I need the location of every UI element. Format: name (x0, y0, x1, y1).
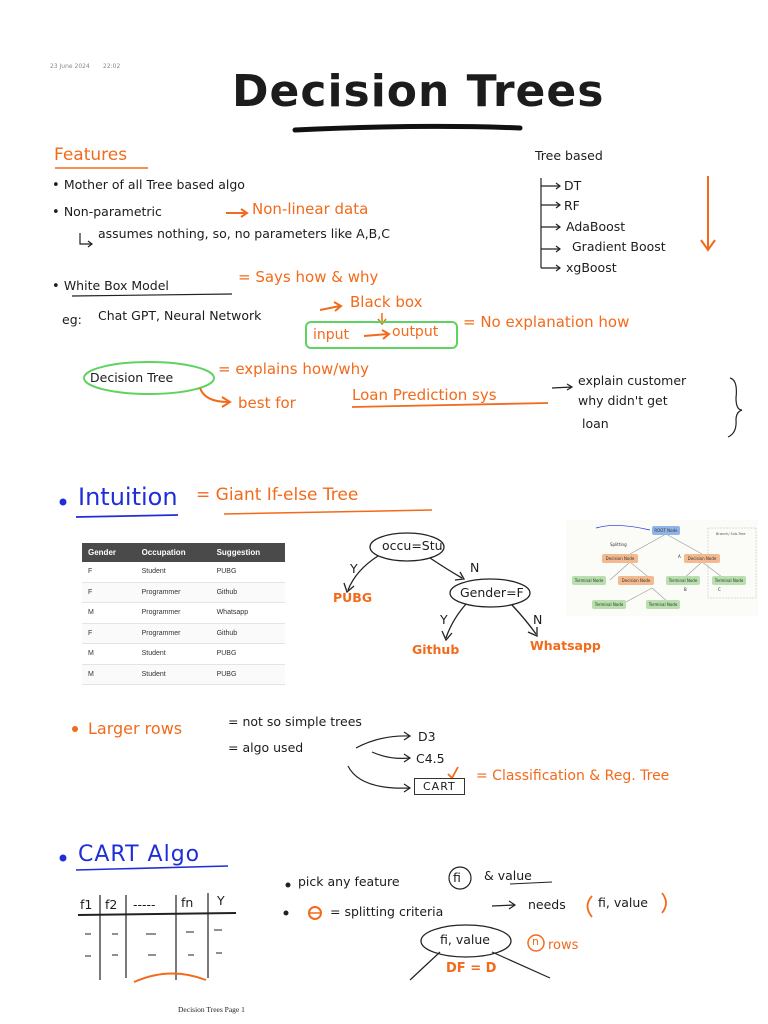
black-box-text: Black box (350, 293, 423, 311)
tree-based-heading: Tree based (535, 148, 603, 163)
edge-label-y2: Y (440, 612, 448, 627)
non-parametric-text: Non-parametric (63, 204, 162, 219)
non-linear-text: Non-linear data (252, 200, 369, 218)
table-header-row (82, 543, 285, 562)
terminal-node-box: Terminal Node (592, 600, 626, 609)
eg-label: eg: (62, 312, 82, 327)
splitting-label: Splitting (610, 542, 627, 547)
table-cell: M (82, 644, 136, 665)
gender-occupation-table (82, 543, 285, 685)
bullet-dot: • (52, 178, 60, 193)
not-simple-text: = not so simple trees (228, 714, 362, 729)
cart-algo-heading: CART Algo (78, 842, 201, 867)
edge-label-n1: N (470, 560, 480, 575)
table-header-fn: fn (181, 895, 194, 910)
input-text: input (313, 327, 350, 343)
table-row (82, 623, 285, 644)
table-cell: Github (211, 623, 285, 644)
says-how-text: = Says how & why (238, 268, 379, 286)
note-time: 22:02 (103, 63, 121, 70)
table-row (82, 644, 285, 665)
features-bullet-2 (52, 204, 162, 220)
eg-text: Chat GPT, Neural Network (98, 308, 262, 323)
column-header: Gender (82, 543, 136, 562)
table-cell: PUBG (211, 664, 285, 685)
tree-based-item-adaboost: AdaBoost (566, 219, 626, 234)
decision-node-box: Decision Node (684, 554, 720, 563)
pick-feature-text: pick any feature (298, 874, 400, 889)
explain-customer-line-1: explain customer (578, 373, 687, 388)
n-circle-text: n (532, 935, 539, 948)
node-fi-value: fi, value (440, 932, 490, 947)
explain-customer-line-2: why didn't get (578, 393, 668, 408)
edge-label-y1: Y (350, 561, 358, 576)
table-cell: Whatsapp (211, 603, 285, 624)
tree-based-item-xgboost: xgBoost (566, 260, 617, 275)
column-header: Suggestion (211, 543, 285, 562)
table-cell: PUBG (211, 562, 285, 582)
algo-d3: D3 (418, 729, 436, 744)
larger-rows-label: Larger rows (88, 719, 183, 738)
output-text: output (392, 324, 439, 340)
tree-based-item-gradient-boost: Gradient Boost (572, 239, 666, 254)
table-cell: F (82, 623, 136, 644)
table-cell: Student (136, 644, 211, 665)
bullet-dot: • (52, 205, 60, 220)
algo-used-text: = algo used (228, 740, 304, 755)
table-header-f2: f2 (105, 897, 118, 912)
tree-based-item-rf: RF (564, 198, 580, 213)
table-row (82, 582, 285, 603)
label-c: C (718, 587, 721, 592)
leaf-github: Github (412, 642, 460, 657)
features-heading: Features (54, 145, 128, 165)
gender-node-label: Gender=F (460, 585, 524, 600)
tree-terminology-image (566, 520, 758, 616)
table-cell: Student (136, 562, 211, 582)
white-box-text: White Box Model (63, 278, 169, 293)
algo-c45: C4.5 (416, 751, 445, 766)
table-cell: Student (136, 664, 211, 685)
intuition-heading: Intuition (78, 483, 178, 511)
needs-text: needs (528, 897, 566, 912)
decision-node-box: Decision Node (618, 576, 654, 585)
no-explanation-text: = No explanation how (463, 313, 630, 331)
algo-cart-box: CART (414, 778, 465, 795)
bullet-dot: • (52, 279, 60, 294)
terminal-node-box: Terminal Node (572, 576, 606, 585)
table-header-dashes: ----- (133, 897, 156, 912)
terminal-node-box: Terminal Node (646, 600, 680, 609)
table-row (82, 562, 285, 582)
and-value-text: & value (484, 868, 532, 883)
root-node-label: occu=Stu (382, 538, 443, 553)
edge-label-n2: N (533, 612, 543, 627)
label-b: B (684, 587, 687, 592)
table-cell: M (82, 664, 136, 685)
column-header: Occupation (136, 543, 211, 562)
decision-tree-text: Decision Tree (90, 370, 174, 385)
table-cell: Programmer (136, 582, 211, 603)
df-equals-d: DF = D (446, 961, 497, 976)
best-for-text: best for (238, 394, 296, 412)
table-cell: Programmer (136, 623, 211, 644)
root-node-box: ROOT Node (652, 526, 680, 535)
table-cell: PUBG (211, 644, 285, 665)
table-header-f1: f1 (80, 897, 93, 912)
explains-text: = explains how/why (218, 360, 369, 378)
theta-symbol (309, 905, 310, 906)
label-a: A (678, 554, 681, 559)
intuition-subtitle: = Giant If-else Tree (196, 485, 359, 505)
table-cell: F (82, 562, 136, 582)
note-date: 23 June 2024 (50, 63, 90, 70)
rows-text: rows (548, 938, 579, 953)
bullet-text: Mother of all Tree based algo (63, 177, 245, 192)
terminal-node-box: Terminal Node (666, 576, 700, 585)
page-footer: Decision Trees Page 1 (178, 1005, 245, 1014)
fi-circle-text: fi (453, 870, 461, 885)
features-bullet-1 (52, 177, 245, 193)
branch-label: Branch/ Sub-Tree (716, 532, 746, 536)
table-cell: F (82, 582, 136, 603)
splitting-criteria-text: = splitting criteria (330, 904, 444, 919)
table-cell: M (82, 603, 136, 624)
decision-node-box: Decision Node (602, 554, 638, 563)
table-header-y: Y (217, 893, 225, 908)
features-bullet-3 (52, 278, 169, 294)
explain-customer-line-3: loan (582, 416, 609, 431)
terminal-node-box: Terminal Node (712, 576, 746, 585)
leaf-whatsapp: Whatsapp (530, 638, 601, 653)
table-cell: Github (211, 582, 285, 603)
table-row (82, 664, 285, 685)
page-title: Decision Trees (232, 66, 605, 117)
table-row (82, 603, 285, 624)
leaf-pubg: PUBG (333, 590, 373, 605)
loan-prediction-text: Loan Prediction sys (352, 386, 497, 404)
fi-value-paren-text: fi, value (598, 895, 648, 910)
tree-based-item-dt: DT (564, 178, 582, 193)
table-cell: Programmer (136, 603, 211, 624)
assumes-text: assumes nothing, so, no parameters like A,B,C (98, 226, 390, 241)
cart-description: = Classification & Reg. Tree (476, 768, 670, 784)
